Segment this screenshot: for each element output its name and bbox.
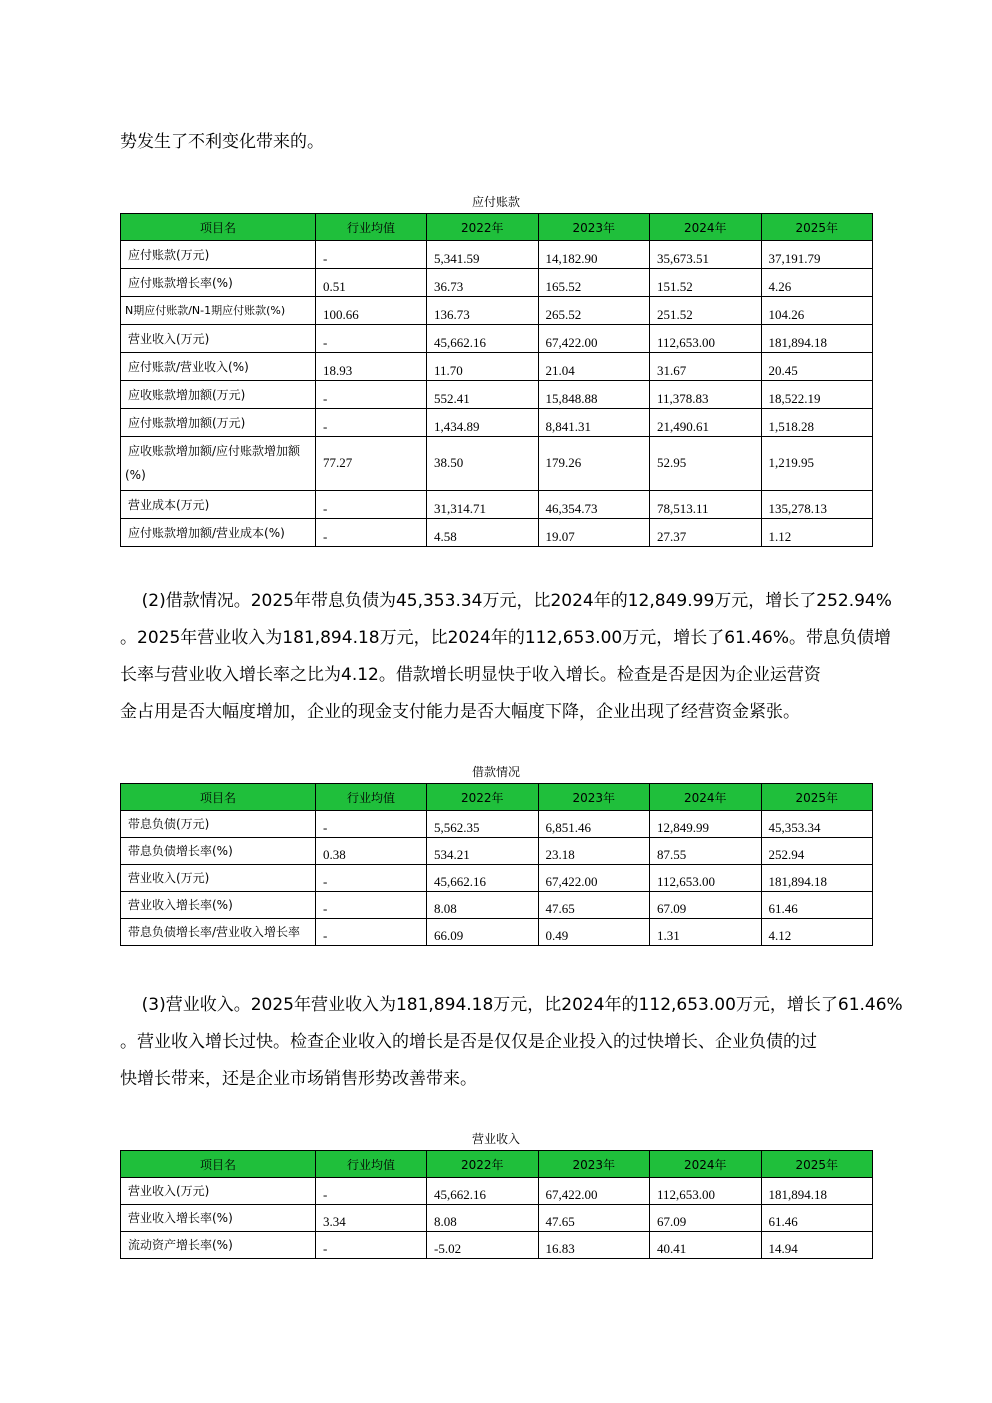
cell-value: 6,851.46 [538,811,650,838]
table-caption: 借款情况 [471,765,520,779]
cell-value: - [316,892,427,919]
paragraph-line: 。营业收入增长过快。检查企业收入的增长是否是仅仅是企业投入的过快增长、企业负债的过 [120,1032,817,1052]
cell-value: 61.46 [761,1205,873,1232]
header-year-2022: 2022年 [427,214,539,241]
cell-value: 27.37 [650,519,762,547]
row-label: 营业收入(万元) [121,865,316,892]
cell-value: 67.09 [650,1205,762,1232]
table-row [121,353,873,381]
cell-value: 77.27 [316,437,427,491]
cell-value: 100.66 [316,297,427,325]
cell-value: 8.08 [427,892,539,919]
header-item-name: 项目名 [121,784,316,811]
header-year-2023: 2023年 [538,1151,650,1178]
row-label: 应收账款增加额(万元) [121,381,316,409]
cell-value: 5,562.35 [427,811,539,838]
cell-value: - [316,491,427,519]
cell-value: 165.52 [538,269,650,297]
cell-value: 52.95 [650,437,762,491]
row-label: 流动资产增长率(%) [121,1232,316,1259]
table-row [121,297,873,325]
row-label-line: (%) [125,468,146,482]
cell-value: 1.12 [761,519,873,547]
header-year-2025: 2025年 [761,214,873,241]
cell-value: 179.26 [538,437,650,491]
cell-value: 31,314.71 [427,491,539,519]
paragraph-line: (2)借款情况。2025年带息负债为45,353.34万元，比2024年的12,849.99万元，增长了252.94% [120,591,892,611]
cell-value: 8.08 [427,1205,539,1232]
cell-value: 0.49 [538,919,650,946]
table-row [121,838,873,865]
paragraph-line: 势发生了不利变化带来的。 [120,132,324,152]
row-label: 营业收入增长率(%) [121,892,316,919]
cell-value: 23.18 [538,838,650,865]
cell-value: - [316,519,427,547]
row-label: 应付账款/营业收入(%) [121,353,316,381]
table-header-row [121,784,873,811]
cell-value: 14,182.90 [538,241,650,269]
cell-value: - [316,325,427,353]
header-year-2024: 2024年 [650,214,762,241]
header-industry-avg: 行业均值 [316,1151,427,1178]
table-row [121,269,873,297]
cell-value: 45,662.16 [427,325,539,353]
cell-value: - [316,1232,427,1259]
header-year-2025: 2025年 [761,784,873,811]
cell-value: 4.58 [427,519,539,547]
cell-value: 31.67 [650,353,762,381]
borrowing-table [120,783,873,946]
cell-value: 4.26 [761,269,873,297]
row-label: 营业成本(万元) [121,491,316,519]
cell-value: 181,894.18 [761,1178,873,1205]
cell-value: 18,522.19 [761,381,873,409]
cell-value: 37,191.79 [761,241,873,269]
cell-value: 0.51 [316,269,427,297]
cell-value: 20.45 [761,353,873,381]
cell-value: 181,894.18 [761,865,873,892]
table-row [121,892,873,919]
row-label: 带息负债增长率/营业收入增长率 [121,919,316,946]
cell-value: 18.93 [316,353,427,381]
cell-value: 14.94 [761,1232,873,1259]
cell-value: - [316,381,427,409]
cell-value: 112,653.00 [650,865,762,892]
row-label: 应付账款(万元) [121,241,316,269]
revenue-paragraph [120,987,903,1098]
table-row [121,1178,873,1205]
cell-value: 38.50 [427,437,539,491]
table-row [121,325,873,353]
cell-value: 78,513.11 [650,491,762,519]
cell-value: 11.70 [427,353,539,381]
row-label-line: 应收账款增加额/应付账款增加额 [128,444,301,458]
cell-value: 135,278.13 [761,491,873,519]
cell-value: 66.09 [427,919,539,946]
table-row [121,919,873,946]
cell-value: 47.65 [538,1205,650,1232]
row-label: 应付账款增加额(万元) [121,409,316,437]
cell-value: 5,341.59 [427,241,539,269]
paragraph-line: (3)营业收入。2025年营业收入为181,894.18万元，比2024年的112,653.00万元，增长了61.46% [120,995,903,1015]
cell-value: 12,849.99 [650,811,762,838]
cell-value: 67,422.00 [538,865,650,892]
table-row [121,241,873,269]
row-label: N期应付账款/N-1期应付账款(%) [121,297,316,325]
table-row [121,437,873,491]
cell-value: - [316,409,427,437]
row-label: 营业收入(万元) [121,325,316,353]
table-caption: 应付账款 [471,195,520,209]
cell-value: 67,422.00 [538,325,650,353]
cell-value: - [316,241,427,269]
cell-value: 61.46 [761,892,873,919]
cell-value: 534.21 [427,838,539,865]
cell-value: 11,378.83 [650,381,762,409]
cell-value: 15,848.88 [538,381,650,409]
header-year-2024: 2024年 [650,784,762,811]
cell-value: 252.94 [761,838,873,865]
cell-value: 104.26 [761,297,873,325]
table-row [121,1205,873,1232]
cell-value: 0.38 [316,838,427,865]
row-label: 营业收入增长率(%) [121,1205,316,1232]
table-row [121,491,873,519]
table-row [121,409,873,437]
header-item-name: 项目名 [121,214,316,241]
cell-value: 136.73 [427,297,539,325]
cell-value: 1,434.89 [427,409,539,437]
cell-value: 45,662.16 [427,1178,539,1205]
cell-value: 181,894.18 [761,325,873,353]
row-label: 营业收入(万元) [121,1178,316,1205]
cell-value: 8,841.31 [538,409,650,437]
cell-value: 112,653.00 [650,325,762,353]
table-row [121,865,873,892]
cell-value: 46,354.73 [538,491,650,519]
cell-value: 1,219.95 [761,437,873,491]
cell-value: -5.02 [427,1232,539,1259]
header-industry-avg: 行业均值 [316,784,427,811]
row-label [121,437,316,491]
cell-value: 552.41 [427,381,539,409]
row-label: 带息负债(万元) [121,811,316,838]
cell-value: 251.52 [650,297,762,325]
table-row [121,811,873,838]
paragraph-line: 长率与营业收入增长率之比为4.12。借款增长明显快于收入增长。检查是否是因为企业运营资 [120,665,821,685]
cell-value: 4.12 [761,919,873,946]
table-row [121,1232,873,1259]
table-header-row [121,214,873,241]
header-year-2025: 2025年 [761,1151,873,1178]
cell-value: 19.07 [538,519,650,547]
table-row [121,381,873,409]
paragraph-line: 快增长带来，还是企业市场销售形势改善带来。 [120,1069,477,1089]
table-header-row [121,1151,873,1178]
cell-value: 35,673.51 [650,241,762,269]
header-year-2023: 2023年 [538,784,650,811]
cell-value: 265.52 [538,297,650,325]
cell-value: 45,353.34 [761,811,873,838]
cell-value: 112,653.00 [650,1178,762,1205]
cell-value: 67,422.00 [538,1178,650,1205]
header-item-name: 项目名 [121,1151,316,1178]
header-industry-avg: 行业均值 [316,214,427,241]
cell-value: 151.52 [650,269,762,297]
header-year-2024: 2024年 [650,1151,762,1178]
cell-value: - [316,1178,427,1205]
intro-paragraph [120,124,900,161]
row-label: 应付账款增长率(%) [121,269,316,297]
header-year-2023: 2023年 [538,214,650,241]
cell-value: - [316,865,427,892]
table-row [121,519,873,547]
paragraph-line: 金占用是否大幅度增加，企业的现金支付能力是否大幅度下降，企业出现了经营资金紧张。 [120,702,800,722]
cell-value: 21.04 [538,353,650,381]
row-label: 带息负债增长率(%) [121,838,316,865]
cell-value: 67.09 [650,892,762,919]
cell-value: 16.83 [538,1232,650,1259]
cell-value: 45,662.16 [427,865,539,892]
payables-table [120,213,873,547]
cell-value: 1.31 [650,919,762,946]
header-year-2022: 2022年 [427,1151,539,1178]
revenue-table [120,1150,873,1259]
borrowing-paragraph [120,583,900,731]
cell-value: 3.34 [316,1205,427,1232]
cell-value: 40.41 [650,1232,762,1259]
header-year-2022: 2022年 [427,784,539,811]
cell-value: 87.55 [650,838,762,865]
cell-value: - [316,811,427,838]
table-caption: 营业收入 [471,1132,520,1146]
paragraph-line: 。2025年营业收入为181,894.18万元，比2024年的112,653.00万元，增长了61.46%。带息负债增 [120,628,892,648]
cell-value: 1,518.28 [761,409,873,437]
row-label: 应付账款增加额/营业成本(%) [121,519,316,547]
cell-value: 47.65 [538,892,650,919]
cell-value: 36.73 [427,269,539,297]
cell-value: - [316,919,427,946]
cell-value: 21,490.61 [650,409,762,437]
